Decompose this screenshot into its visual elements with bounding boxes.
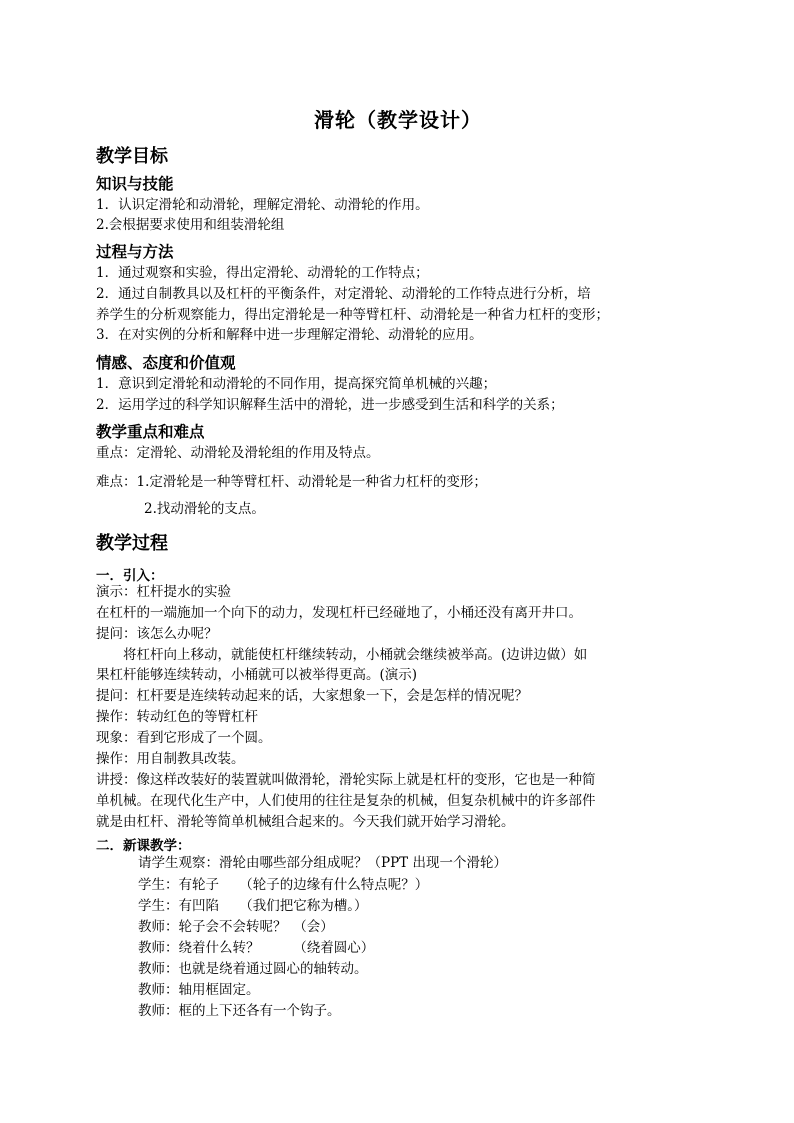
intro-heading: 一．引入： bbox=[96, 568, 164, 584]
intro-line: 提问：杠杆要是连续转动起来的话，大家想象一下，会是怎样的情况呢？ bbox=[96, 688, 528, 704]
new-lesson-line: 学生：有轮子 （轮子的边缘有什么特点呢？） bbox=[138, 877, 429, 893]
new-lesson-heading: 二．新课教学： bbox=[96, 838, 191, 854]
new-lesson-line: 教师：绕着什么转？ （绕着圆心） bbox=[138, 940, 375, 956]
keypoint-difficulty: 2.找动滑轮的支点。 bbox=[144, 501, 265, 517]
new-lesson-line: 请学生观察：滑轮由哪些部分组成呢？（PPT 出现一个滑轮） bbox=[138, 855, 507, 871]
emotion-item: 2．运用学过的科学知识解释生活中的滑轮，进一步感受到生活和科学的关系； bbox=[96, 397, 564, 413]
emotion-item: 1．意识到定滑轮和动滑轮的不同作用，提高探究简单机械的兴趣； bbox=[96, 376, 497, 392]
objectives-heading: 教学目标 bbox=[96, 146, 168, 167]
intro-line: 单机械。在现代化生产中，人们使用的往往是复杂的机械，但复杂机械中的许多部件 bbox=[96, 793, 596, 809]
knowledge-item: 1．认识定滑轮和动滑轮，理解定滑轮、动滑轮的作用。 bbox=[96, 197, 429, 213]
keypoint-difficulty: 难点：1.定滑轮是一种等臂杠杆、动滑轮是一种省力杠杆的变形； bbox=[96, 474, 487, 490]
new-lesson-line: 学生：有凹陷 （我们把它称为槽。） bbox=[138, 898, 368, 914]
intro-line: 操作：转动红色的等臂杠杆 bbox=[96, 709, 258, 725]
teaching-process-heading: 教学过程 bbox=[96, 533, 168, 554]
intro-line: 将杠杆向上移动，就能使杠杆继续转动，小桶就会继续被举高。(边讲边做）如 bbox=[96, 647, 588, 663]
process-method-item: 1．通过观察和实验，得出定滑轮、动滑轮的工作特点； bbox=[96, 265, 429, 281]
intro-line: 操作：用自制教具改装。 bbox=[96, 751, 245, 767]
intro-line: 现象：看到它形成了一个圆。 bbox=[96, 730, 272, 746]
new-lesson-line: 教师：框的上下还各有一个钩子。 bbox=[138, 1003, 341, 1019]
knowledge-item: 2.会根据要求使用和组装滑轮组 bbox=[96, 217, 285, 233]
intro-line: 果杠杆能够连续转动，小桶就可以被举得更高。(演示) bbox=[96, 667, 418, 683]
intro-line: 在杠杆的一端施加一个向下的动力，发现杠杆已经碰地了，小桶还没有离开井口。 bbox=[96, 605, 582, 621]
knowledge-heading: 知识与技能 bbox=[96, 175, 174, 193]
new-lesson-line: 教师：轴用框固定。 bbox=[138, 982, 260, 998]
new-lesson-line: 教师：轮子会不会转呢？ （会） bbox=[138, 919, 334, 935]
emotion-heading: 情感、态度和价值观 bbox=[96, 354, 236, 372]
intro-line: 讲授：像这样改装好的装置就叫做滑轮，滑轮实际上就是杠杆的变形，它也是一种简 bbox=[96, 772, 596, 788]
new-lesson-line: 教师：也就是绕着通过圆心的轴转动。 bbox=[138, 961, 368, 977]
process-method-item: 2．通过自制教具以及杠杆的平衡条件，对定滑轮、动滑轮的工作特点进行分析，培 bbox=[96, 286, 591, 302]
keypoint-focus: 重点：定滑轮、动滑轮及滑轮组的作用及特点。 bbox=[96, 445, 380, 461]
document-title: 滑轮（教学设计） bbox=[314, 108, 482, 132]
process-method-item: 养学生的分析观察能力，得出定滑轮是一种等臂杠杆、动滑轮是一种省力杠杆的变形； bbox=[96, 307, 609, 323]
keypoints-heading: 教学重点和难点 bbox=[96, 423, 205, 441]
intro-line: 提问：该怎么办呢？ bbox=[96, 626, 218, 642]
intro-line: 就是由杠杆、滑轮等简单机械组合起来的。今天我们就开始学习滑轮。 bbox=[96, 814, 515, 830]
process-method-heading: 过程与方法 bbox=[96, 243, 174, 261]
process-method-item: 3．在对实例的分析和解释中进一步理解定滑轮、动滑轮的应用。 bbox=[96, 327, 483, 343]
intro-line: 演示：杠杆提水的实验 bbox=[96, 584, 231, 600]
